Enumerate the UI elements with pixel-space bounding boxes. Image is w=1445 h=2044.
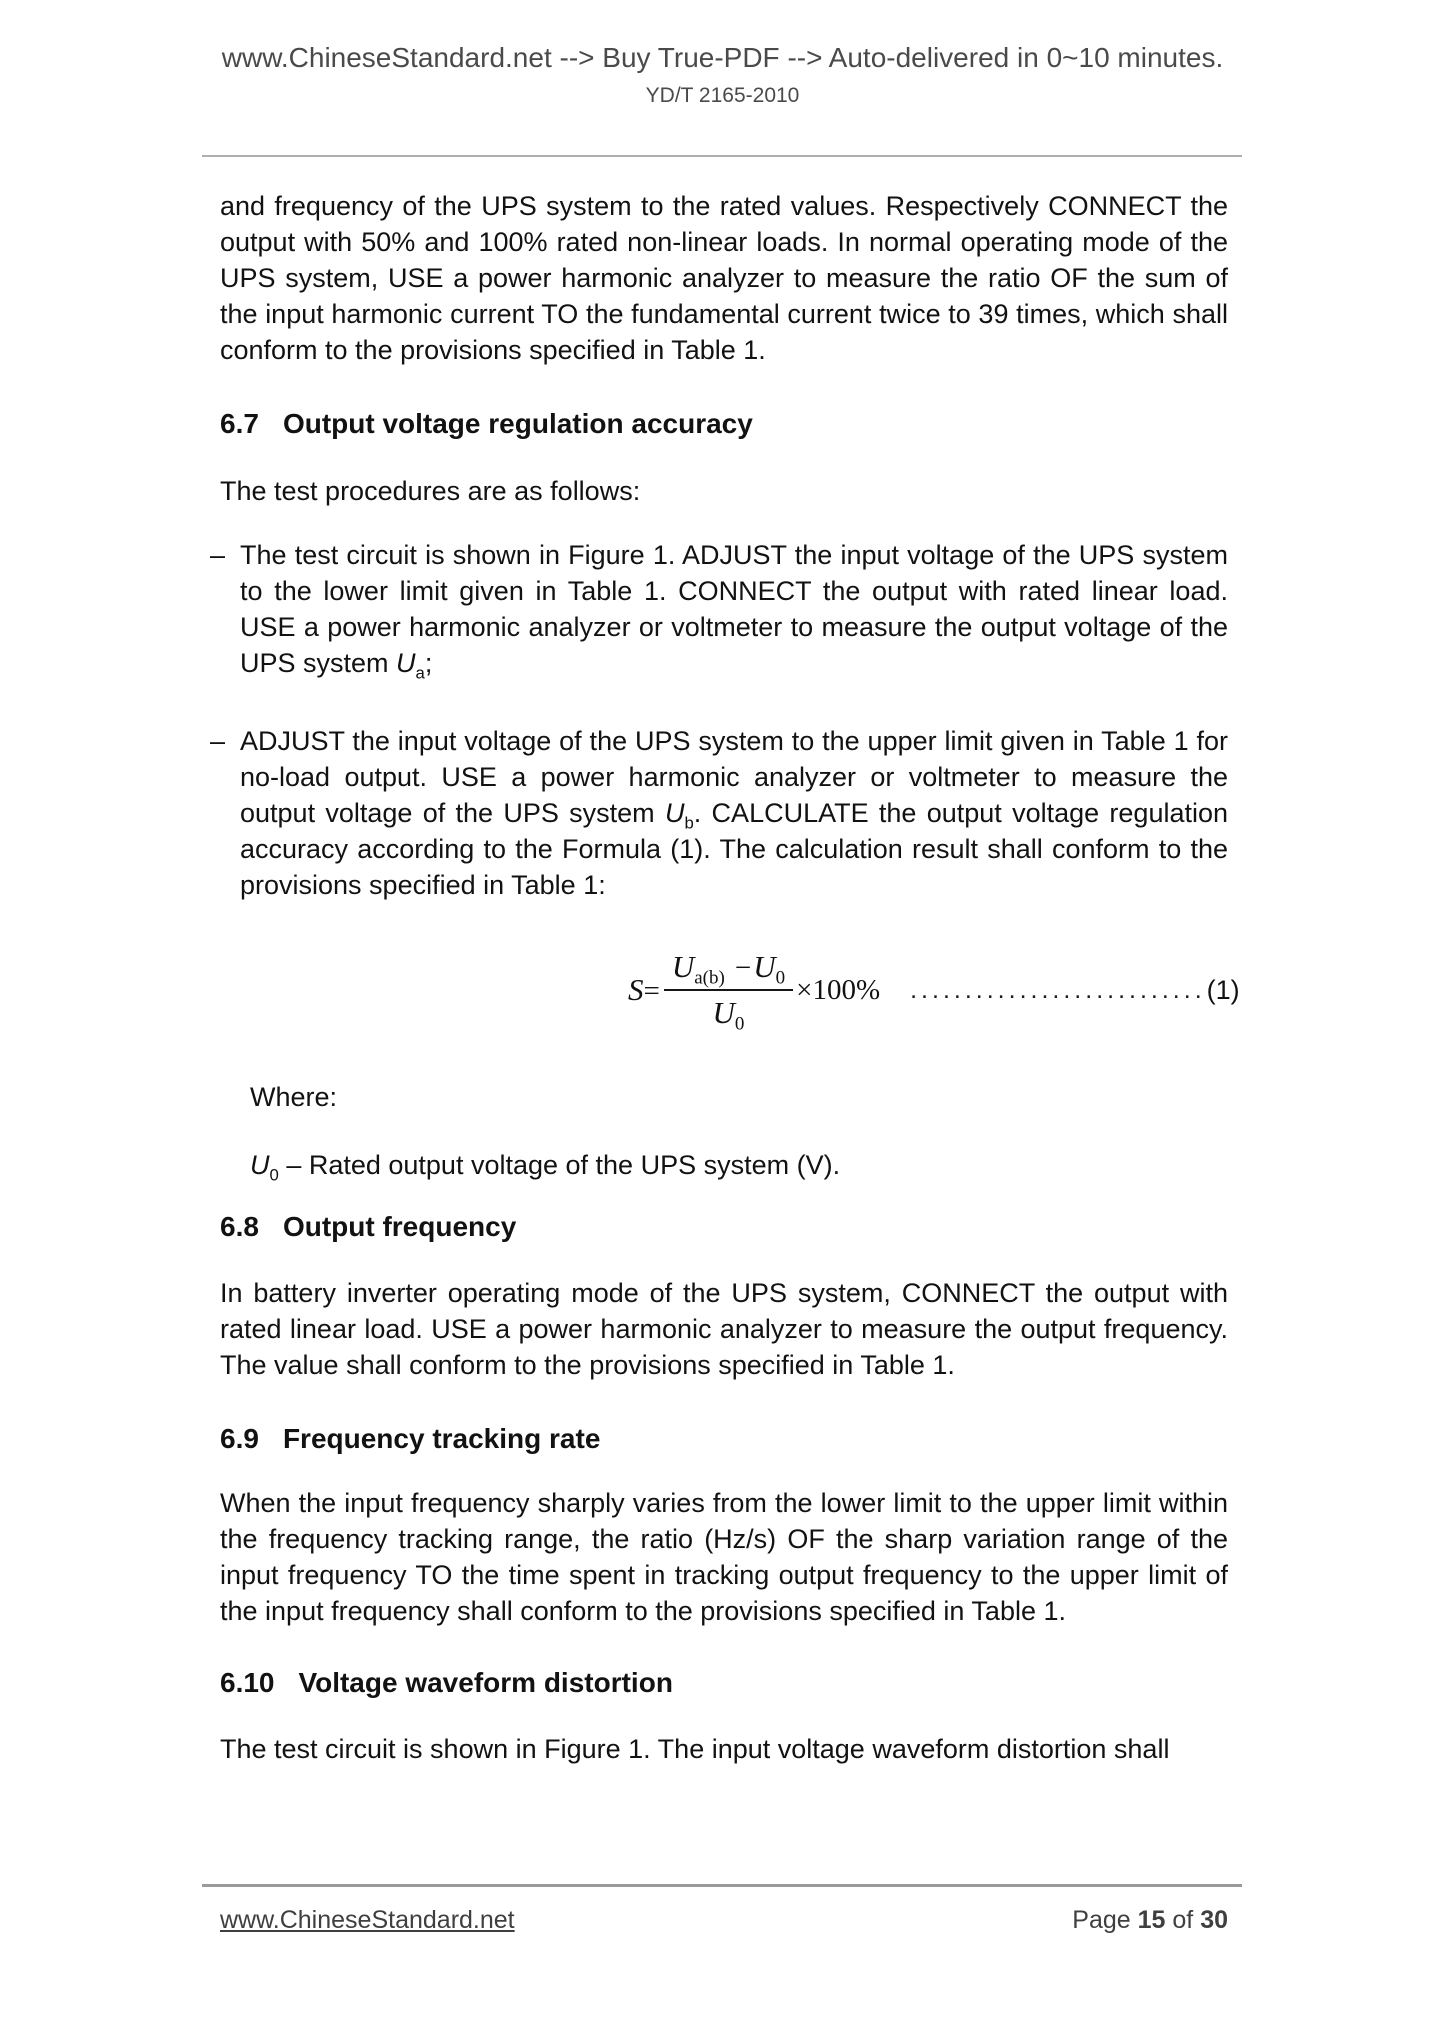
where-label: Where: <box>250 1082 338 1112</box>
voltage-subscript-a: a <box>415 663 425 683</box>
section-heading-6-8 <box>220 1209 1228 1245</box>
standard-number: YD/T 2165-2010 <box>645 84 800 107</box>
fraction-denominator <box>712 991 745 1035</box>
section-number: 6.9 <box>220 1423 259 1454</box>
section-heading-6-9 <box>220 1421 1228 1457</box>
bullet-dash: – <box>210 726 226 756</box>
page-footer <box>220 1906 1228 1935</box>
page-indicator <box>1072 1906 1228 1935</box>
section-title: Frequency tracking rate <box>282 1423 601 1454</box>
bullet-item-upper-limit <box>210 723 1228 903</box>
voltage-symbol-u: U <box>671 949 695 984</box>
bullet-text <box>240 537 1228 681</box>
subscript-ab: a(b) <box>694 967 725 989</box>
bullet-item-lower-limit <box>210 537 1228 681</box>
paragraph-harmonic-current: and frequency of the UPS system to the rated values. Respectively CONNECT the output with 50% and 100% rated non-linear loads. In normal operating mode of the UPS system, USE a power harmonic analyzer to measure the ratio OF the sum of the input harmonic current TO the fundamental current twice to 39 times, which shall conform to the provisions specified in Table 1. <box>220 191 1228 365</box>
subscript-zero: 0 <box>734 1013 745 1035</box>
page-word: Page <box>1072 1906 1131 1934</box>
bullet-text <box>240 723 1228 903</box>
fraction-numerator <box>664 949 793 991</box>
bullet-tail-text: . CALCULATE the output voltage regulation accuracy according to the Formula (1). The calculation result shall conform to the provisions specified in Table 1: <box>240 798 1229 900</box>
section-title: Voltage waveform distortion <box>298 1667 673 1698</box>
page-total: 30 <box>1200 1906 1228 1934</box>
voltage-symbol-ub: U <box>664 798 685 828</box>
of-word: of <box>1172 1906 1194 1934</box>
definition-text: – Rated output voltage of the UPS system (V). <box>278 1150 841 1180</box>
symbol-definition-u0 <box>250 1147 1228 1183</box>
voltage-symbol-u: U <box>712 995 735 1030</box>
voltage-symbol-u0: U <box>250 1150 270 1180</box>
page-current: 15 <box>1137 1906 1166 1934</box>
paragraph-frequency-tracking: When the input frequency sharply varies from the lower limit to the upper limit within the frequency tracking range, the ratio (Hz/s) OF the sharp variation range of the input frequency TO the time spent in tracking output frequency to the upper limit of the input frequency shall conform to the provisions specified in Table 1. <box>220 1488 1228 1626</box>
formula-s-symbol: S <box>628 972 644 1007</box>
times-100-percent: ×100% <box>796 973 881 1006</box>
footer-site-link[interactable]: www.ChineseStandard.net <box>220 1906 515 1934</box>
formula-equation-1 <box>628 949 1240 1035</box>
section-number: 6.7 <box>220 408 259 439</box>
bullet-body-text: The test circuit is shown in Figure 1. ADJUST the input voltage of the UPS system to the lower limit given in Table 1. CONNECT the output with rated linear load. USE a power harmonic analyzer or voltmeter to measure the output voltage of the UPS system <box>240 540 1228 678</box>
voltage-symbol-ua: U <box>396 648 416 678</box>
dot-leader: ........................... <box>910 975 1206 1004</box>
section-number: 6.10 <box>220 1667 275 1698</box>
header-url-line: www.ChineseStandard.net --> Buy True-PDF --> Auto-delivered in 0~10 minutes. <box>221 42 1224 73</box>
bullet-body-text: ADJUST the input voltage of the UPS system to the upper limit given in Table 1 for no-load output. USE a power harmonic analyzer or voltmeter to measure the output voltage of the UPS system <box>240 726 1228 828</box>
formula-lhs <box>628 972 660 1008</box>
page-header <box>0 42 1445 108</box>
section-title: Output frequency <box>282 1211 517 1242</box>
voltage-subscript-b: b <box>684 813 694 833</box>
paragraph-waveform-distortion: The test circuit is shown in Figure 1. The input voltage waveform distortion shall <box>220 1734 1170 1764</box>
voltage-subscript-0: 0 <box>269 1165 279 1185</box>
section-title: Output voltage regulation accuracy <box>282 408 753 439</box>
minus-sign: − <box>734 952 752 984</box>
equals-sign: = <box>643 975 660 1007</box>
equation-number: (1) <box>1206 974 1240 1005</box>
section-number: 6.8 <box>220 1211 259 1242</box>
voltage-symbol-u: U <box>753 949 776 984</box>
subscript-zero: 0 <box>775 967 786 989</box>
bullet-tail-text: ; <box>424 648 433 678</box>
footer-divider <box>202 1884 1242 1887</box>
header-divider <box>202 155 1242 157</box>
paragraph-output-frequency: In battery inverter operating mode of the UPS system, CONNECT the output with rated linear load. USE a power harmonic analyzer to measure the output frequency. The value shall conform to the provisions specified in Table 1. <box>220 1278 1228 1380</box>
section-heading-6-7 <box>220 406 1228 442</box>
document-body <box>210 188 1240 1767</box>
section-heading-6-10 <box>220 1665 1228 1701</box>
paragraph-test-procedures: The test procedures are as follows: <box>220 476 641 506</box>
formula-fraction <box>664 949 793 1035</box>
bullet-dash: – <box>210 540 226 570</box>
